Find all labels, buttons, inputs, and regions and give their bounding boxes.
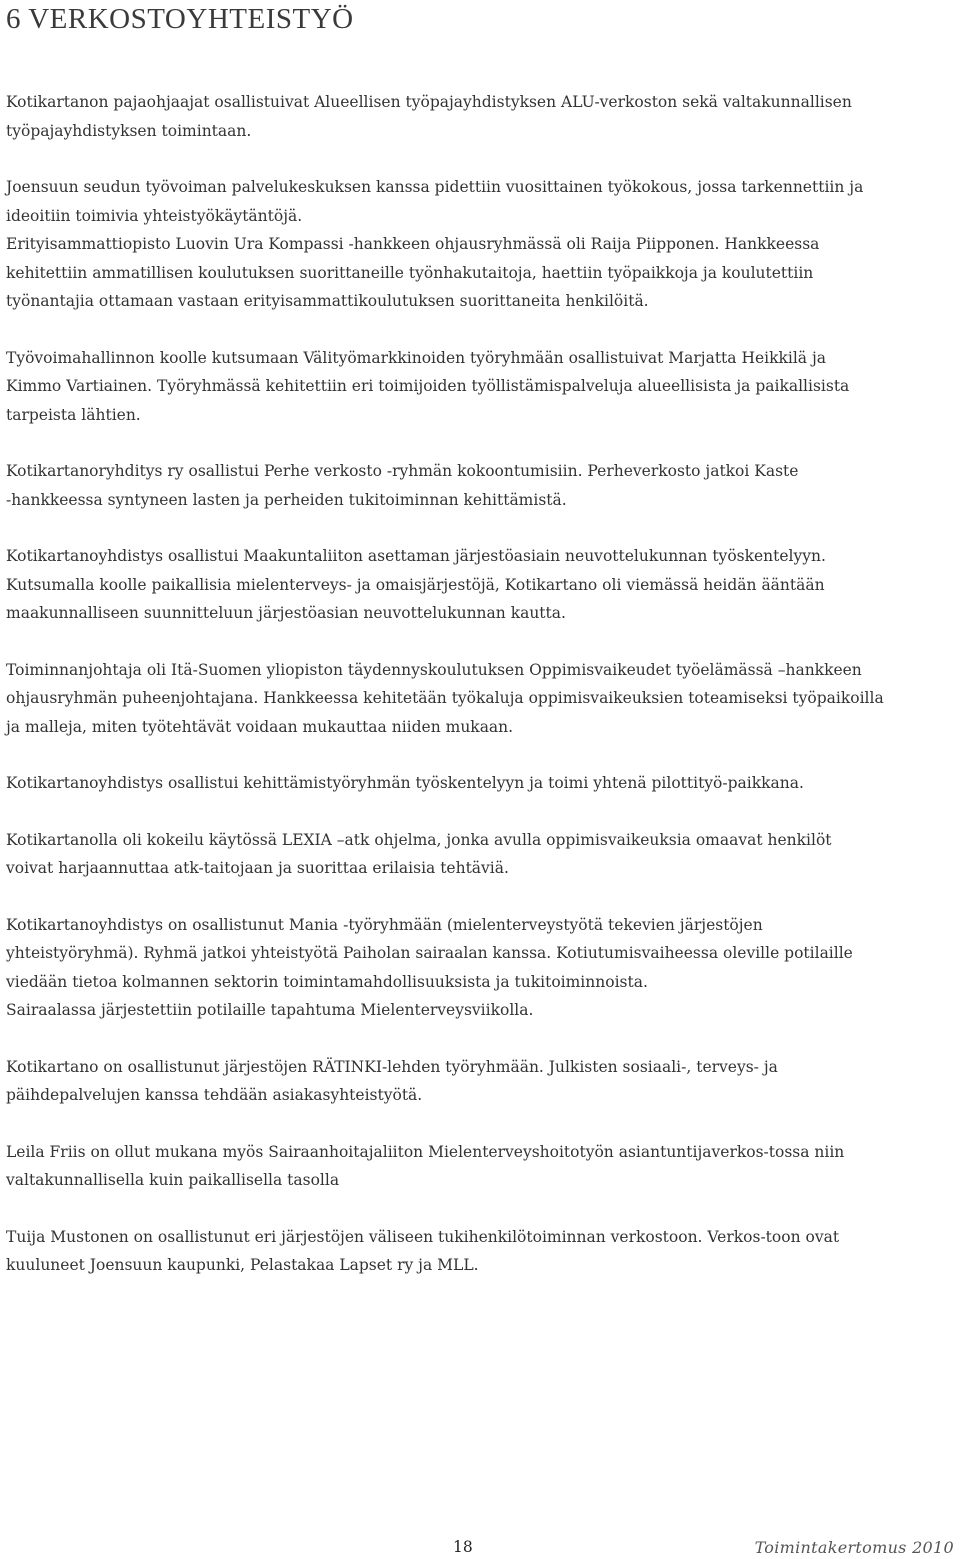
text-line: kehitettiin ammatillisen koulutuksen suorittaneille työnhakutaitoja, haettiin työpaikkoja ja koulutettiin — [6, 263, 814, 282]
text-line: Kotikartano on osallistunut järjestöjen RÄTINKI-lehden työryhmään. Julkisten sosiaali-, terveys- ja — [6, 1057, 778, 1076]
paragraph-nurses-network — [6, 1138, 954, 1195]
text-line: ja malleja, miten työtehtävät voidaan mukauttaa niiden mukaan. — [6, 717, 514, 736]
text-line: Erityisammattiopisto Luovin Ura Kompassi -hankkeen ohjausryhmässä oli Raija Piipponen. Hankkeessa — [6, 235, 820, 253]
body-text — [6, 88, 954, 1308]
text-line: Sairaalassa järjestettiin potilaille tapahtuma Mielenterveysviikolla. — [6, 1001, 534, 1019]
text-line: voivat harjaannuttaa atk-taitojaan ja suorittaa erilaisia tehtäviä. — [6, 859, 509, 877]
text-line: maakunnalliseen suunnitteluun järjestöasian neuvottelukunnan kautta. — [6, 604, 566, 622]
paragraph-mania-group — [6, 911, 954, 1025]
paragraph-regional-council — [6, 542, 954, 628]
text-line: viedään tietoa kolmannen sektorin toimintamahdollisuuksista ja tukitoiminnoista. — [6, 972, 648, 991]
text-line: Kotikartanolla oli kokeilu käytössä LEXIA –atk ohjelma, jonka avulla oppimisvaikeuksia omaavat henkilöt — [6, 830, 832, 849]
paragraph-alu-network — [6, 88, 954, 145]
paragraph-ratinki — [6, 1053, 954, 1110]
page-footer — [6, 1538, 954, 1558]
text-line: Kimmo Vartiainen. Työryhmässä kehitettiin eri toimijoiden työllistämispalveluja alueellisista ja paikallisista — [6, 377, 850, 395]
text-line: Tuija Mustonen on osallistunut eri järjestöjen väliseen tukihenkilötoiminnan verkostoon. Verkos-toon ovat — [6, 1227, 840, 1246]
text-line: Kotikartanoryhditys ry osallistui Perhe verkosto -ryhmän kokoontumisiin. Perheverkosto jatkoi Kaste — [6, 462, 799, 480]
page-number: 18 — [453, 1538, 473, 1556]
text-line: Kutsumalla koolle paikallisia mielenterveys- ja omaisjärjestöjä, Kotikartano oli viemässä heidän ääntään — [6, 575, 825, 594]
text-line: Toiminnanjohtaja oli Itä-Suomen yliopiston täydennyskoulutuksen Oppimisvaikeudet työelämässä –hankkeen — [6, 660, 862, 679]
paragraph-employment-center — [6, 173, 954, 230]
paragraph-pilot-workplace — [6, 769, 954, 798]
text-line: ohjausryhmän puheenjohtajana. Hankkeessa kehitetään työkaluja oppimisvaikeuksien toteamiseksi työpaikoilla — [6, 689, 884, 707]
text-line: Työvoimahallinnon koolle kutsumaan Välityömarkkinoiden työryhmään osallistuivat Marjatta Heikkilä ja — [6, 348, 827, 367]
text-line: Kotikartanoyhdistys osallistui kehittämistyöryhmän työskentelyyn ja toimi yhtenä pilottityö-paikkana. — [6, 774, 804, 792]
text-line: työnantajia ottamaan vastaan erityisammattikoulutuksen suorittaneita henkilöitä. — [6, 292, 649, 310]
paragraph-intermediate-labour-market — [6, 344, 954, 430]
text-line: tarpeista lähtien. — [6, 405, 141, 424]
text-line: Joensuun seudun työvoiman palvelukeskuksen kanssa pidettiin vuosittainen työkokous, jossa tarkennettiin ja — [6, 178, 864, 196]
text-line: yhteistyöryhmä). Ryhmä jatkoi yhteistyötä Paiholan sairaalan kanssa. Kotiutumisvaiheessa oleville potilaille — [6, 944, 853, 962]
page-title: 6 VERKOSTOYHTEISTYÖ — [6, 3, 354, 35]
paragraph-lexia — [6, 826, 954, 883]
text-line: Kotikartanon pajaohjaajat osallistuivat Alueellisen työpajayhdistyksen ALU-verkoston sekä valtakunnallisen — [6, 93, 852, 111]
text-line: -hankkeessa syntyneen lasten ja perheiden tukitoiminnan kehittämistä. — [6, 490, 567, 509]
paragraph-ura-kompassi — [6, 230, 954, 316]
text-line: Kotikartanoyhdistys osallistui Maakuntaliiton asettaman järjestöasiain neuvottelukunnan työskentelyyn. — [6, 547, 826, 565]
footer-document-title: Toimintakertomus 2010 — [754, 1538, 954, 1557]
paragraph-family-network — [6, 457, 954, 514]
text-line: ideoitiin toimivia yhteistyökäytäntöjä. — [6, 206, 303, 225]
paragraph-learning-difficulties-project — [6, 656, 954, 742]
text-line: Leila Friis on ollut mukana myös Sairaanhoitajaliiton Mielenterveyshoitotyön asiantuntijaverkos-tossa niin — [6, 1142, 845, 1161]
text-line: Kotikartanoyhdistys on osallistunut Mania -työryhmään (mielenterveystyötä tekevien järjestöjen — [6, 915, 763, 934]
text-line: päihdepalvelujen kanssa tehdään asiakasyhteistyötä. — [6, 1086, 423, 1104]
paragraph-support-person-network — [6, 1223, 954, 1280]
text-line: valtakunnallisella kuin paikallisella tasolla — [6, 1171, 340, 1189]
text-line: kuuluneet Joensuun kaupunki, Pelastakaa Lapset ry ja MLL. — [6, 1256, 479, 1274]
text-line: työpajayhdistyksen toimintaan. — [6, 121, 252, 140]
